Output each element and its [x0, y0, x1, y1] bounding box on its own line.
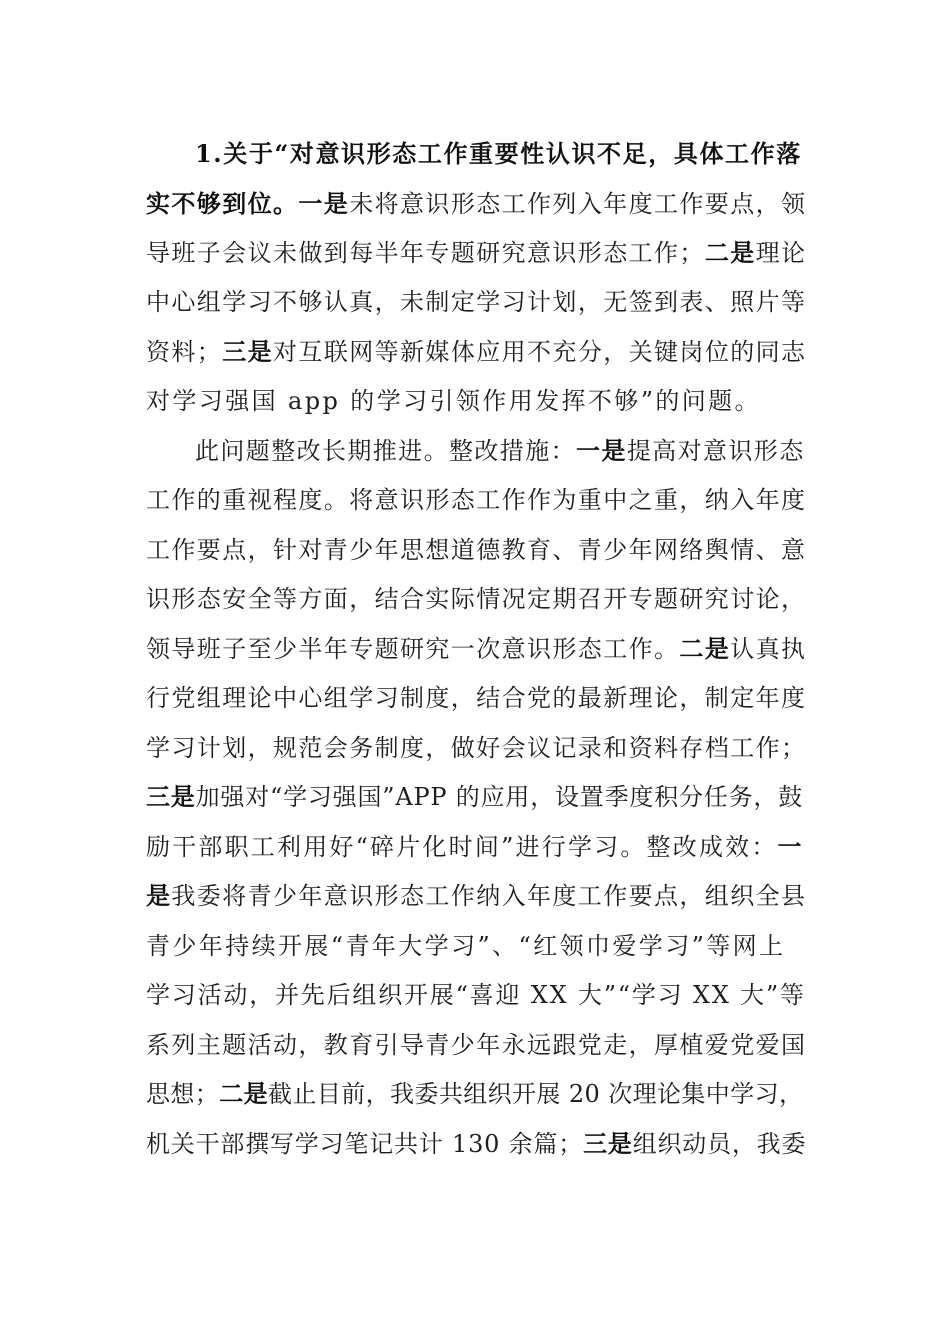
bold-marker: 二是 — [704, 238, 756, 267]
body-text: 工作要点，针对青少年思想道德教育、青少年网络舆情、意 — [146, 536, 807, 564]
body-text: 组织动员，我委 — [632, 1130, 807, 1158]
body-text: 资料； — [146, 338, 223, 366]
bold-marker: 三是 — [583, 1129, 633, 1158]
body-text: 学习活动，并先后组织开展“喜迎 XX 大”“学习 XX 大”等 — [146, 981, 806, 1009]
body-text: 对学习强国 app 的学习引领作用发挥不够”的问题。 — [146, 387, 761, 415]
bold-marker: 一是 — [576, 436, 627, 465]
text-line — [146, 282, 806, 322]
body-text: 中心组学习不够认真，未制定学习计划，无签到表、照片等 — [146, 288, 807, 316]
text-line — [146, 629, 806, 669]
body-text: 加强对“学习强国”APP 的应用，设置季度积分任务，鼓 — [195, 783, 804, 811]
body-text: 思想； — [146, 1080, 220, 1108]
text-line — [146, 332, 806, 372]
text-line — [146, 678, 806, 718]
text-line — [195, 431, 805, 471]
body-text: 行党组理论中心组学习制度，结合党的最新理论，制定年度 — [146, 684, 807, 712]
body-text: 对互联网等新媒体应用不充分，关键岗位的同志 — [273, 338, 807, 366]
body-text: 系列主题活动，教育引导青少年永远跟党走，厚植爱党爱国 — [146, 1031, 807, 1059]
bold-marker: 一 — [777, 832, 804, 861]
heading-text: 1.关于“对意识形态工作重要性认识不足，具体工作落 — [195, 139, 802, 168]
bold-marker: 三是 — [146, 782, 196, 811]
bold-marker: 一是 — [298, 189, 350, 218]
text-line — [146, 1074, 806, 1114]
body-text: 截止目前，我委共组织开展 20 次理论集中学习， — [268, 1080, 804, 1108]
text-line — [146, 184, 806, 224]
text-line — [146, 728, 806, 768]
bold-marker: 是 — [146, 881, 172, 910]
text-line — [146, 975, 806, 1015]
body-text: 此问题整改长期推进。整改措施： — [195, 437, 576, 465]
body-text: 理论 — [755, 239, 807, 267]
text-line — [146, 381, 806, 421]
text-line — [146, 233, 806, 273]
text-line — [195, 134, 805, 174]
bold-marker: 二是 — [679, 634, 731, 663]
body-text: 机关干部撰写学习笔记共计 130 余篇； — [146, 1130, 584, 1158]
bold-marker: 三是 — [222, 337, 274, 366]
body-text: 工作的重视程度。将意识形态工作作为重中之重，纳入年度 — [146, 486, 807, 514]
text-line — [146, 530, 806, 570]
heading-text: 实不够到位。 — [146, 189, 299, 218]
body-text: 学习计划，规范会务制度，做好会议记录和资料存档工作； — [146, 734, 807, 762]
body-text: 青少年持续开展“青年大学习”、“红领巾爱学习”等网上 — [146, 932, 786, 960]
body-text: 识形态安全等方面，结合实际情况定期召开专题研究讨论， — [146, 585, 807, 613]
text-line — [146, 876, 806, 916]
body-text: 领导班子至少半年专题研究一次意识形态工作。 — [146, 635, 680, 663]
text-line — [146, 777, 806, 817]
bold-marker: 二是 — [219, 1079, 269, 1108]
text-line — [146, 1025, 806, 1065]
text-line — [146, 480, 806, 520]
body-text: 认真执 — [730, 635, 807, 663]
body-text: 导班子会议未做到每半年专题研究意识形态工作； — [146, 239, 705, 267]
body-text: 我委将青少年意识形态工作纳入年度工作要点，组织全县 — [171, 882, 807, 910]
text-line — [146, 1124, 806, 1164]
text-line — [146, 926, 806, 966]
body-text: 提高对意识形态 — [626, 437, 805, 465]
body-text: 励干部职工利用好“碎片化时间”进行学习。整改成效： — [146, 833, 778, 861]
text-line — [146, 827, 806, 867]
text-line — [146, 579, 806, 619]
body-text: 未将意识形态工作列入年度工作要点，领 — [349, 190, 807, 218]
